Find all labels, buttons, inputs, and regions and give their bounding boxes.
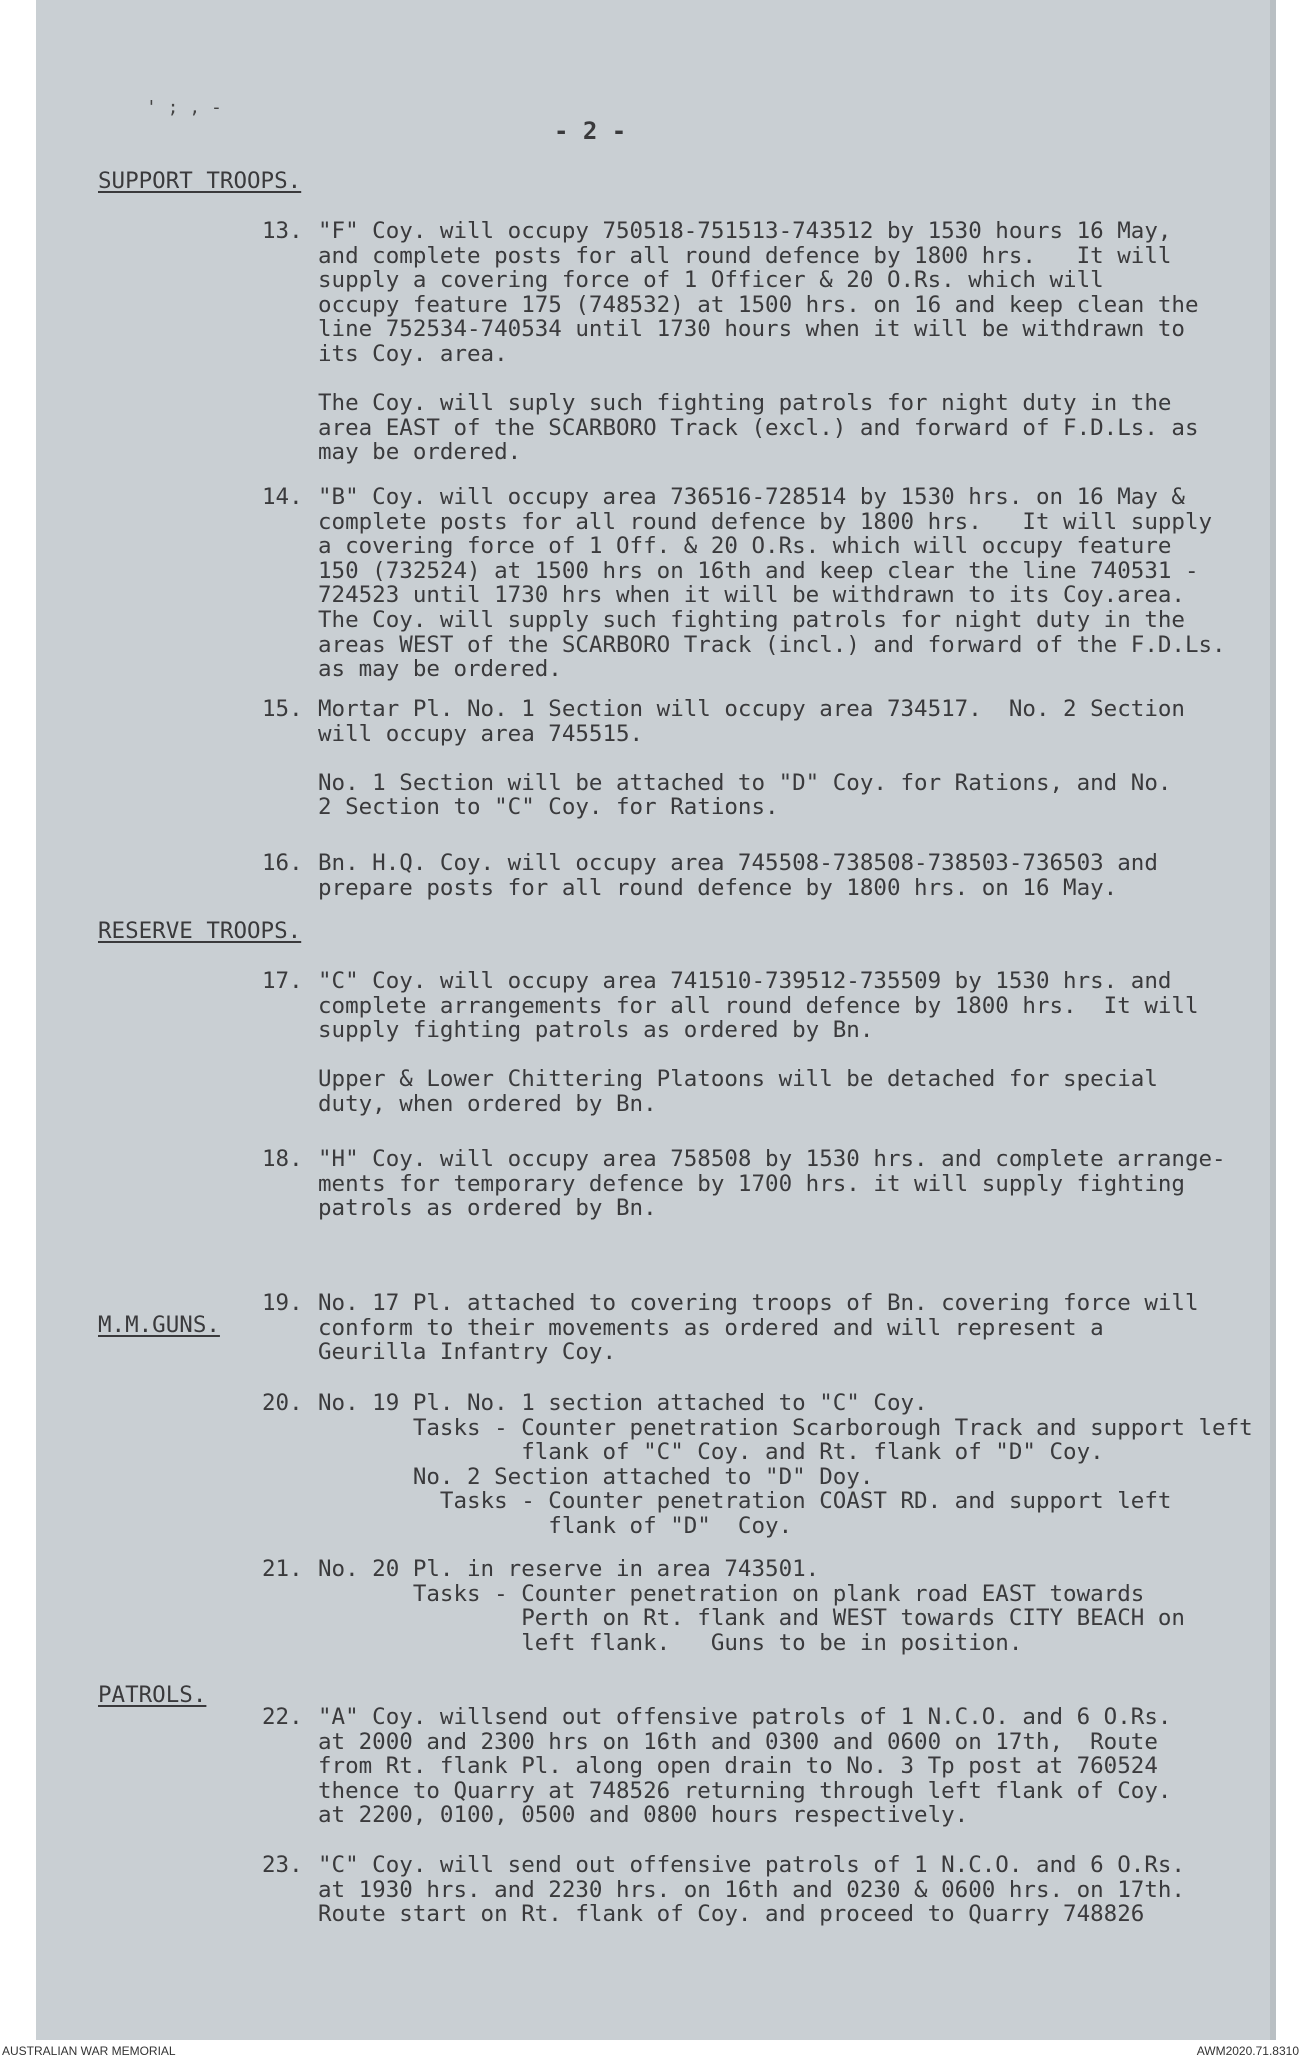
paragraph-line: will occupy area 745515. bbox=[318, 720, 644, 747]
section-heading: SUPPORT TROOPS. bbox=[98, 168, 302, 194]
paragraph-number: 15. bbox=[262, 696, 303, 722]
paragraph-line: "F" Coy. will occupy 750518-751513-743512 by 1530 hours 16 May, bbox=[318, 218, 1172, 244]
paragraph-line: 724523 until 1730 hrs when it will be withdrawn to its Coy.area. bbox=[318, 582, 1185, 609]
paragraph-line: Bn. H.Q. Coy. will occupy area 745508-738508-738503-736503 and bbox=[318, 850, 1158, 876]
paragraph-line: area EAST of the SCARBORO Track (excl.) and forward of F.D.Ls. as bbox=[318, 414, 1199, 441]
paragraph-line: conform to their movements as ordered and will represent a bbox=[318, 1314, 1104, 1341]
paragraph-line: "B" Coy. will occupy area 736516-728514 by 1530 hrs. on 16 May & bbox=[318, 484, 1185, 510]
typed-document bbox=[36, 0, 1276, 2040]
paragraph-line: "C" Coy. will occupy area 741510-739512-735509 by 1530 hrs. and bbox=[318, 968, 1172, 994]
paragraph-number: 19. bbox=[262, 1290, 303, 1316]
paragraph-number: 14. bbox=[262, 484, 303, 510]
section-heading: RESERVE TROOPS. bbox=[98, 918, 302, 944]
paragraph-line: Upper & Lower Chittering Platoons will be detached for special bbox=[318, 1066, 1158, 1093]
paragraph-number: 13. bbox=[262, 218, 303, 244]
paragraph-line: at 2200, 0100, 0500 and 0800 hours respectively. bbox=[318, 1802, 969, 1829]
paragraph-line: occupy feature 175 (748532) at 1500 hrs. on 16 and keep clean the bbox=[318, 291, 1199, 318]
paragraph-line: complete posts for all round defence by 1800 hrs. It will supply bbox=[318, 508, 1213, 535]
paragraph-line: areas WEST of the SCARBORO Track (incl.) and forward of the F.D.Ls. bbox=[318, 631, 1226, 658]
paragraph-line: supply fighting patrols as ordered by Bn. bbox=[318, 1017, 874, 1044]
paragraph-line: Geurilla Infantry Coy. bbox=[318, 1339, 617, 1366]
page-number: - 2 - bbox=[554, 117, 627, 145]
paragraph-line: 150 (732524) at 1500 hrs on 16th and keep clear the line 740531 - bbox=[318, 557, 1199, 584]
paragraph-line: 2 Section to "C" Coy. for Rations. bbox=[318, 794, 779, 821]
paragraph-line: No. 20 Pl. in reserve in area 743501. bbox=[318, 1556, 820, 1582]
paragraph-line: Route start on Rt. flank of Coy. and proceed to Quarry 748826 bbox=[318, 1901, 1145, 1928]
paragraph-line: flank of "D" Coy. bbox=[318, 1513, 793, 1539]
paragraph-line: left flank. Guns to be in position. bbox=[318, 1629, 1023, 1656]
paragraph-line: from Rt. flank Pl. along open drain to No. 3 Tp post at 760524 bbox=[318, 1753, 1158, 1780]
paragraph-line: thence to Quarry at 748526 returning through left flank of Coy. bbox=[318, 1777, 1172, 1804]
paragraph-line: complete arrangements for all round defence by 1800 hrs. It will bbox=[318, 992, 1199, 1019]
paragraph-line: as may be ordered. bbox=[318, 656, 562, 683]
paragraph-line: No. 2 Section attached to "D" Doy. bbox=[318, 1463, 874, 1490]
paragraph-line: Tasks - Counter penetration Scarborough Track and support left bbox=[318, 1414, 1253, 1441]
paragraph-line: flank of "C" Coy. and Rt. flank of "D" Coy. bbox=[318, 1439, 1104, 1466]
paragraph-line: The Coy. will suply such fighting patrols for night duty in the bbox=[318, 390, 1172, 417]
paragraph-number: 23. bbox=[262, 1852, 303, 1878]
paragraph-line: at 2000 and 2300 hrs on 16th and 0300 and 0600 on 17th, Route bbox=[318, 1728, 1158, 1755]
paragraph-line: prepare posts for all round defence by 1800 hrs. on 16 May. bbox=[318, 874, 1118, 901]
document-page bbox=[36, 0, 1276, 2040]
paragraph-line: The Coy. will supply such fighting patrols for night duty in the bbox=[318, 607, 1185, 633]
paragraph-line: patrols as ordered by Bn. bbox=[318, 1195, 657, 1222]
paragraph-number: 16. bbox=[262, 850, 303, 876]
paragraph-line: "C" Coy. will send out offensive patrols of 1 N.C.O. and 6 O.Rs. bbox=[318, 1852, 1185, 1878]
footer-institution: AUSTRALIAN WAR MEMORIAL bbox=[2, 2044, 176, 2058]
paragraph-number: 21. bbox=[262, 1556, 303, 1582]
pencil-marks: ' ; , - bbox=[146, 97, 222, 118]
section-heading: M.M.GUNS. bbox=[98, 1312, 220, 1338]
paragraph-number: 22. bbox=[262, 1704, 303, 1730]
paragraph-line: No. 19 Pl. No. 1 section attached to "C" Coy. bbox=[318, 1390, 928, 1416]
paragraph-line: its Coy. area. bbox=[318, 341, 508, 367]
paragraph-line: supply a covering force of 1 Officer & 20 O.Rs. which will bbox=[318, 267, 1104, 294]
paragraph-line: Tasks - Counter penetration on plank road EAST towards bbox=[318, 1580, 1145, 1607]
paragraph-line: No. 1 Section will be attached to "D" Coy. for Rations, and No. bbox=[318, 769, 1172, 796]
paragraph-line: at 1930 hrs. and 2230 hrs. on 16th and 0230 & 0600 hrs. on 17th. bbox=[318, 1876, 1185, 1903]
paragraph-number: 20. bbox=[262, 1390, 303, 1416]
paragraph-line: "H" Coy. will occupy area 758508 by 1530 hrs. and complete arrange- bbox=[318, 1146, 1226, 1172]
paragraph-line: Perth on Rt. flank and WEST towards CITY BEACH on bbox=[318, 1605, 1185, 1632]
paragraph-line: a covering force of 1 Off. & 20 O.Rs. which will occupy feature bbox=[318, 533, 1172, 560]
paragraph-line: duty, when ordered by Bn. bbox=[318, 1091, 657, 1117]
paragraph-line: ments for temporary defence by 1700 hrs. it will supply fighting bbox=[318, 1170, 1185, 1197]
paragraph-number: 18. bbox=[262, 1146, 303, 1172]
paragraph-line: Tasks - Counter penetration COAST RD. and support left bbox=[318, 1488, 1172, 1515]
paragraph-line: line 752534-740534 until 1730 hours when it will be withdrawn to bbox=[318, 316, 1185, 343]
paragraph-line: No. 17 Pl. attached to covering troops of Bn. covering force will bbox=[318, 1290, 1199, 1316]
paragraph-line: and complete posts for all round defence by 1800 hrs. It will bbox=[318, 242, 1172, 269]
paragraph-line: "A" Coy. willsend out offensive patrols of 1 N.C.O. and 6 O.Rs. bbox=[318, 1704, 1172, 1730]
footer-reference: AWM2020.71.8310 bbox=[1196, 2044, 1299, 2058]
section-heading: PATROLS. bbox=[98, 1682, 207, 1708]
paragraph-line: Mortar Pl. No. 1 Section will occupy area 734517. No. 2 Section bbox=[318, 696, 1185, 722]
paragraph-number: 17. bbox=[262, 968, 303, 994]
paragraph-line: may be ordered. bbox=[318, 439, 522, 466]
